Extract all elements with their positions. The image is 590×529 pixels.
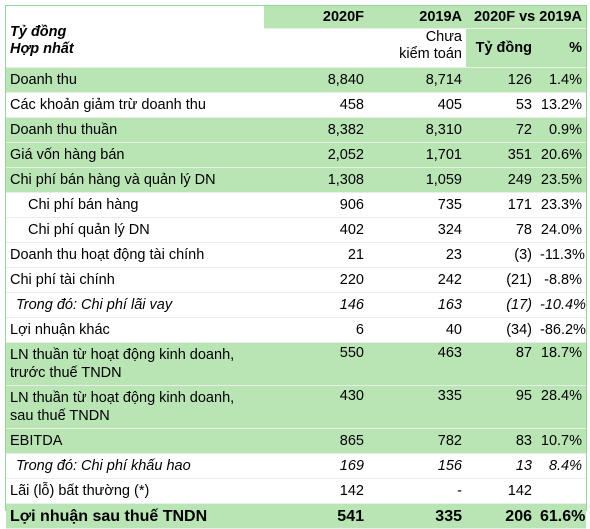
header-2019a-note bbox=[368, 29, 466, 68]
table-row bbox=[6, 243, 586, 268]
row-pct: 24.0% bbox=[536, 218, 586, 243]
row-2020f: 2,052 bbox=[264, 143, 368, 168]
row-diff: 13 bbox=[466, 454, 536, 479]
row-2020f: 220 bbox=[264, 268, 368, 293]
row-pct: -8.8% bbox=[536, 268, 586, 293]
row-2019a: 156 bbox=[368, 454, 466, 479]
table-row bbox=[6, 293, 586, 318]
row-2020f: 142 bbox=[264, 479, 368, 504]
row-2020f: 458 bbox=[264, 93, 368, 118]
table-row bbox=[6, 68, 586, 93]
row-label: Các khoản giảm trừ doanh thu bbox=[6, 93, 264, 118]
row-pct: 1.4% bbox=[536, 68, 586, 93]
row-diff: (21) bbox=[466, 268, 536, 293]
row-2020f: 169 bbox=[264, 454, 368, 479]
row-2020f: 8,382 bbox=[264, 118, 368, 143]
row-label: Doanh thu hoạt động tài chính bbox=[6, 243, 264, 268]
table-row bbox=[6, 193, 586, 218]
table-row-total bbox=[6, 504, 586, 529]
row-pct bbox=[536, 479, 586, 504]
row-pct: -11.3% bbox=[536, 243, 586, 268]
row-2019a: 335 bbox=[368, 386, 466, 429]
row-2019a: 8,310 bbox=[368, 118, 466, 143]
row-2019a: 735 bbox=[368, 193, 466, 218]
row-pct: 20.6% bbox=[536, 143, 586, 168]
row-label: Trong đó: Chi phí lãi vay bbox=[6, 293, 264, 318]
row-diff: 78 bbox=[466, 218, 536, 243]
row-diff: 249 bbox=[466, 168, 536, 193]
row-label: Lợi nhuận sau thuế TNDN bbox=[6, 504, 264, 529]
row-label: Chi phí quản lý DN bbox=[6, 218, 264, 243]
row-pct: 18.7% bbox=[536, 343, 586, 386]
header-unit-cell bbox=[6, 6, 264, 68]
financial-table-container bbox=[5, 5, 587, 525]
row-diff: (3) bbox=[466, 243, 536, 268]
row-diff: 83 bbox=[466, 429, 536, 454]
header-unit: Tỷ đồng bbox=[10, 24, 67, 40]
row-pct: 10.7% bbox=[536, 429, 586, 454]
row-2020f: 402 bbox=[264, 218, 368, 243]
row-diff: 95 bbox=[466, 386, 536, 429]
row-2019a: 782 bbox=[368, 429, 466, 454]
row-2019a: 8,714 bbox=[368, 68, 466, 93]
header-scope: Hợp nhất bbox=[10, 41, 74, 57]
row-diff: 142 bbox=[466, 479, 536, 504]
row-pct: -10.4% bbox=[536, 293, 586, 318]
income-statement-table bbox=[6, 6, 586, 529]
row-2020f: 865 bbox=[264, 429, 368, 454]
row-diff: 206 bbox=[466, 504, 536, 529]
row-label: Chi phí bán hàng và quản lý DN bbox=[6, 168, 264, 193]
table-row bbox=[6, 118, 586, 143]
table-row bbox=[6, 386, 586, 429]
row-pct: 23.5% bbox=[536, 168, 586, 193]
row-label: Giá vốn hàng bán bbox=[6, 143, 264, 168]
row-2020f: 550 bbox=[264, 343, 368, 386]
row-pct: 0.9% bbox=[536, 118, 586, 143]
row-diff: 351 bbox=[466, 143, 536, 168]
table-row bbox=[6, 318, 586, 343]
row-label: LN thuần từ hoạt động kinh doanh, sau thuế TNDN bbox=[6, 386, 264, 429]
row-pct: 61.6% bbox=[536, 504, 586, 529]
row-diff: (34) bbox=[466, 318, 536, 343]
row-2019a: - bbox=[368, 479, 466, 504]
row-2019a: 40 bbox=[368, 318, 466, 343]
row-label: Trong đó: Chi phí khấu hao bbox=[6, 454, 264, 479]
row-2020f: 146 bbox=[264, 293, 368, 318]
table-row bbox=[6, 429, 586, 454]
row-2020f: 430 bbox=[264, 386, 368, 429]
header-row-years bbox=[6, 6, 586, 29]
row-label: LN thuần từ hoạt động kinh doanh, trước thuế TNDN bbox=[6, 343, 264, 386]
row-2019a: 463 bbox=[368, 343, 466, 386]
row-2019a: 335 bbox=[368, 504, 466, 529]
header-comparison: 2020F vs 2019A bbox=[466, 6, 586, 29]
row-label: Doanh thu thuần bbox=[6, 118, 264, 143]
row-2019a: 1,059 bbox=[368, 168, 466, 193]
row-2019a: 242 bbox=[368, 268, 466, 293]
row-pct: 23.3% bbox=[536, 193, 586, 218]
row-2020f: 21 bbox=[264, 243, 368, 268]
table-row bbox=[6, 268, 586, 293]
row-2019a: 163 bbox=[368, 293, 466, 318]
table-row bbox=[6, 218, 586, 243]
table-row bbox=[6, 143, 586, 168]
row-pct: 13.2% bbox=[536, 93, 586, 118]
row-2020f: 8,840 bbox=[264, 68, 368, 93]
row-2020f: 1,308 bbox=[264, 168, 368, 193]
row-diff: 87 bbox=[466, 343, 536, 386]
row-2019a: 405 bbox=[368, 93, 466, 118]
header-pct-diff: % bbox=[536, 29, 586, 68]
row-2019a: 23 bbox=[368, 243, 466, 268]
header-note-line2: kiểm toán bbox=[399, 46, 462, 62]
row-diff: 171 bbox=[466, 193, 536, 218]
header-note-line1: Chưa bbox=[425, 29, 462, 45]
row-diff: 126 bbox=[466, 68, 536, 93]
row-label: Chi phí bán hàng bbox=[6, 193, 264, 218]
row-pct: -86.2% bbox=[536, 318, 586, 343]
header-2019a: 2019A bbox=[368, 6, 466, 29]
row-2020f: 6 bbox=[264, 318, 368, 343]
row-pct: 8.4% bbox=[536, 454, 586, 479]
table-row bbox=[6, 93, 586, 118]
row-2019a: 1,701 bbox=[368, 143, 466, 168]
row-2020f: 541 bbox=[264, 504, 368, 529]
row-label: Chi phí tài chính bbox=[6, 268, 264, 293]
row-diff: 72 bbox=[466, 118, 536, 143]
header-abs-diff: Tỷ đồng bbox=[466, 29, 536, 68]
row-2020f: 906 bbox=[264, 193, 368, 218]
table-row bbox=[6, 454, 586, 479]
row-label: EBITDA bbox=[6, 429, 264, 454]
row-label: Lãi (lỗ) bất thường (*) bbox=[6, 479, 264, 504]
table-row bbox=[6, 479, 586, 504]
row-diff: (17) bbox=[466, 293, 536, 318]
header-2020f: 2020F bbox=[264, 6, 368, 29]
table-row bbox=[6, 168, 586, 193]
row-label: Doanh thu bbox=[6, 68, 264, 93]
table-row bbox=[6, 343, 586, 386]
row-label: Lợi nhuận khác bbox=[6, 318, 264, 343]
row-pct: 28.4% bbox=[536, 386, 586, 429]
row-diff: 53 bbox=[466, 93, 536, 118]
row-2019a: 324 bbox=[368, 218, 466, 243]
